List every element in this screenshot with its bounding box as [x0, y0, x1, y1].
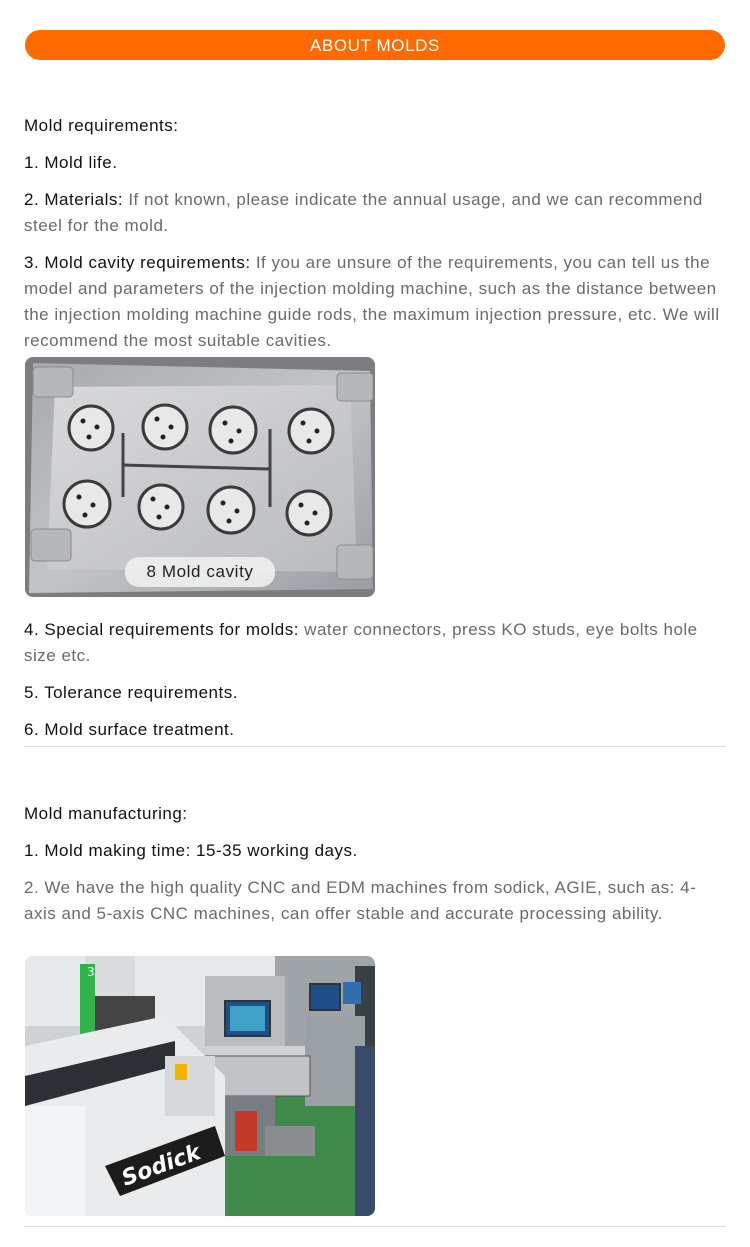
special-lead: 4. Special requirements for molds: — [24, 620, 299, 639]
requirement-surface: 6. Mold surface treatment. — [24, 720, 235, 739]
about-molds-header: ABOUT MOLDS — [25, 30, 725, 60]
requirement-cavity — [24, 250, 726, 354]
requirements-heading: Mold requirements: — [24, 116, 179, 135]
mold-cavity-image — [25, 357, 375, 597]
special-desc: water connectors, press KO studs, eye bolts hole size etc. — [24, 620, 698, 665]
materials-desc: If not known, please indicate the annual usage, and we can recommend steel for the mold. — [24, 190, 703, 235]
cnc-workshop-illustration — [25, 956, 375, 1216]
machine-number-label: 3 — [87, 965, 95, 979]
requirement-materials — [24, 187, 726, 239]
cavity-image-label: 8 Mold cavity — [125, 557, 275, 587]
mold-requirements-section — [24, 113, 726, 365]
cnc-machines-image — [25, 956, 375, 1216]
manufacturing-machines: 2. We have the high quality CNC and EDM machines from sodick, AGIE, such as: 4-axis and 5-axis CNC machines, can offer stable and accurate processing ability. — [24, 878, 697, 923]
manufacturing-heading: Mold manufacturing: — [24, 804, 188, 823]
cavity-lead: 3. Mold cavity requirements: — [24, 253, 251, 272]
section-divider — [24, 746, 726, 747]
mold-manufacturing-section — [24, 801, 726, 938]
sodick-brand-label: Sodick — [118, 1140, 205, 1192]
manufacturing-time: 1. Mold making time: 15-35 working days. — [24, 841, 358, 860]
cavity-desc: If you are unsure of the requirements, you can tell us the model and parameters of the injection molding machine, such as the distance between the injection molding machine guide rods, the maximum injection pressure, etc. We will recommend the most suitable cavities. — [24, 253, 720, 350]
section-divider-bottom — [24, 1226, 726, 1227]
materials-lead: 2. Materials: — [24, 190, 124, 209]
mold-requirements-section-continued — [24, 617, 726, 754]
requirement-special — [24, 617, 726, 669]
requirement-mold-life: 1. Mold life. — [24, 153, 118, 172]
requirement-tolerance: 5. Tolerance requirements. — [24, 683, 238, 702]
